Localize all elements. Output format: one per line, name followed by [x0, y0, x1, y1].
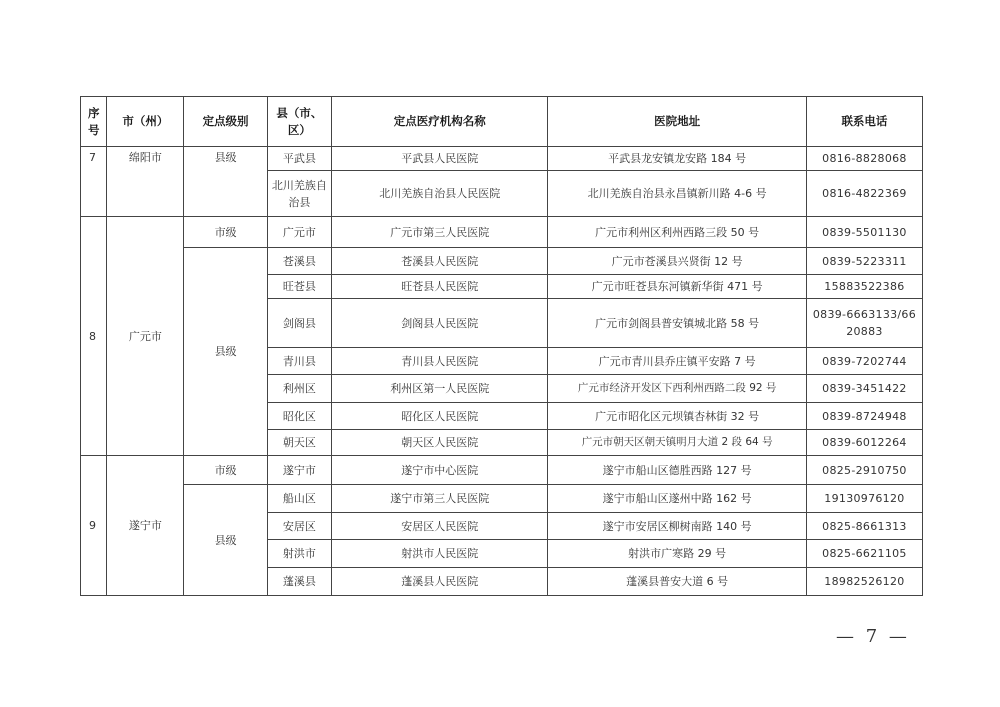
cell-address: 广元市利州区利州西路三段 50 号: [548, 217, 807, 248]
header-city: 市（州）: [107, 97, 184, 147]
cell-phone: 0816-4822369: [806, 171, 922, 217]
cell-county: 苍溪县: [267, 248, 331, 275]
group-level-city: 市级: [184, 217, 267, 248]
cell-phone: 0839-5223311: [806, 248, 922, 275]
group-city: 绵阳市: [107, 147, 184, 217]
cell-institution: 剑阁县人民医院: [332, 299, 548, 348]
cell-address: 广元市苍溪县兴贤街 12 号: [548, 248, 807, 275]
cell-institution: 广元市第三人民医院: [332, 217, 548, 248]
cell-institution: 遂宁市中心医院: [332, 456, 548, 485]
table-row: [81, 217, 923, 248]
cell-county: 利州区: [267, 375, 331, 403]
cell-county: 北川羌族自治县: [267, 171, 331, 217]
cell-institution: 遂宁市第三人民医院: [332, 485, 548, 513]
cell-address: 北川羌族自治县永昌镇新川路 4-6 号: [548, 171, 807, 217]
group-seq: 7: [81, 147, 107, 217]
group-level-county: 县级: [184, 485, 267, 596]
header-county: 县（市、区）: [267, 97, 331, 147]
table-row: [81, 456, 923, 485]
cell-phone: 0839-6012264: [806, 430, 922, 456]
cell-county: 蓬溪县: [267, 568, 331, 596]
group-level-city: 市级: [184, 456, 267, 485]
cell-phone: 0816-8828068: [806, 147, 922, 171]
table-header-row: [81, 97, 923, 147]
page-number: — 7 —: [836, 626, 910, 647]
cell-county: 遂宁市: [267, 456, 331, 485]
hospital-table: [80, 96, 923, 596]
header-phone: 联系电话: [806, 97, 922, 147]
cell-address: 遂宁市船山区遂州中路 162 号: [548, 485, 807, 513]
cell-address: 蓬溪县普安大道 6 号: [548, 568, 807, 596]
cell-institution: 平武县人民医院: [332, 147, 548, 171]
cell-phone: 0839-3451422: [806, 375, 922, 403]
cell-county: 射洪市: [267, 540, 331, 568]
group-city: 遂宁市: [107, 456, 184, 596]
cell-county: 平武县: [267, 147, 331, 171]
cell-address: 广元市朝天区朝天镇明月大道 2 段 64 号: [548, 430, 807, 456]
cell-address: 遂宁市安居区柳树南路 140 号: [548, 513, 807, 540]
cell-address: 广元市昭化区元坝镇杏林街 32 号: [548, 403, 807, 430]
table-row: [81, 485, 923, 513]
header-institution: 定点医疗机构名称: [332, 97, 548, 147]
cell-institution: 北川羌族自治县人民医院: [332, 171, 548, 217]
cell-county: 安居区: [267, 513, 331, 540]
cell-county: 船山区: [267, 485, 331, 513]
group-level-county: 县级: [184, 248, 267, 456]
cell-institution: 苍溪县人民医院: [332, 248, 548, 275]
cell-address: 广元市剑阁县普安镇城北路 58 号: [548, 299, 807, 348]
group-seq: 9: [81, 456, 107, 596]
header-address: 医院地址: [548, 97, 807, 147]
header-level: 定点级别: [184, 97, 267, 147]
cell-county: 广元市: [267, 217, 331, 248]
cell-institution: 蓬溪县人民医院: [332, 568, 548, 596]
cell-county: 朝天区: [267, 430, 331, 456]
cell-phone: 18982526120: [806, 568, 922, 596]
table-row: [81, 248, 923, 275]
cell-phone: 0825-2910750: [806, 456, 922, 485]
group-city: 广元市: [107, 217, 184, 456]
cell-address: 遂宁市船山区德胜西路 127 号: [548, 456, 807, 485]
cell-institution: 射洪市人民医院: [332, 540, 548, 568]
cell-address: 广元市经济开发区下西利州西路二段 92 号: [548, 375, 807, 403]
cell-institution: 利州区第一人民医院: [332, 375, 548, 403]
cell-institution: 朝天区人民医院: [332, 430, 548, 456]
cell-phone: 15883522386: [806, 275, 922, 299]
cell-institution: 安居区人民医院: [332, 513, 548, 540]
table-row: [81, 147, 923, 171]
cell-address: 广元市旺苍县东河镇新华街 471 号: [548, 275, 807, 299]
header-seq: 序号: [81, 97, 107, 147]
cell-phone: 0839-6663133/6620883: [806, 299, 922, 348]
cell-county: 青川县: [267, 348, 331, 375]
cell-institution: 昭化区人民医院: [332, 403, 548, 430]
cell-address: 广元市青川县乔庄镇平安路 7 号: [548, 348, 807, 375]
cell-address: 平武县龙安镇龙安路 184 号: [548, 147, 807, 171]
cell-county: 剑阁县: [267, 299, 331, 348]
cell-phone: 0839-5501130: [806, 217, 922, 248]
cell-address: 射洪市广寒路 29 号: [548, 540, 807, 568]
group-level-county: 县级: [184, 147, 267, 217]
cell-phone: 19130976120: [806, 485, 922, 513]
cell-phone: 0825-6621105: [806, 540, 922, 568]
cell-county: 旺苍县: [267, 275, 331, 299]
cell-institution: 青川县人民医院: [332, 348, 548, 375]
group-seq: 8: [81, 217, 107, 456]
cell-phone: 0839-8724948: [806, 403, 922, 430]
cell-phone: 0839-7202744: [806, 348, 922, 375]
cell-phone: 0825-8661313: [806, 513, 922, 540]
cell-institution: 旺苍县人民医院: [332, 275, 548, 299]
cell-county: 昭化区: [267, 403, 331, 430]
